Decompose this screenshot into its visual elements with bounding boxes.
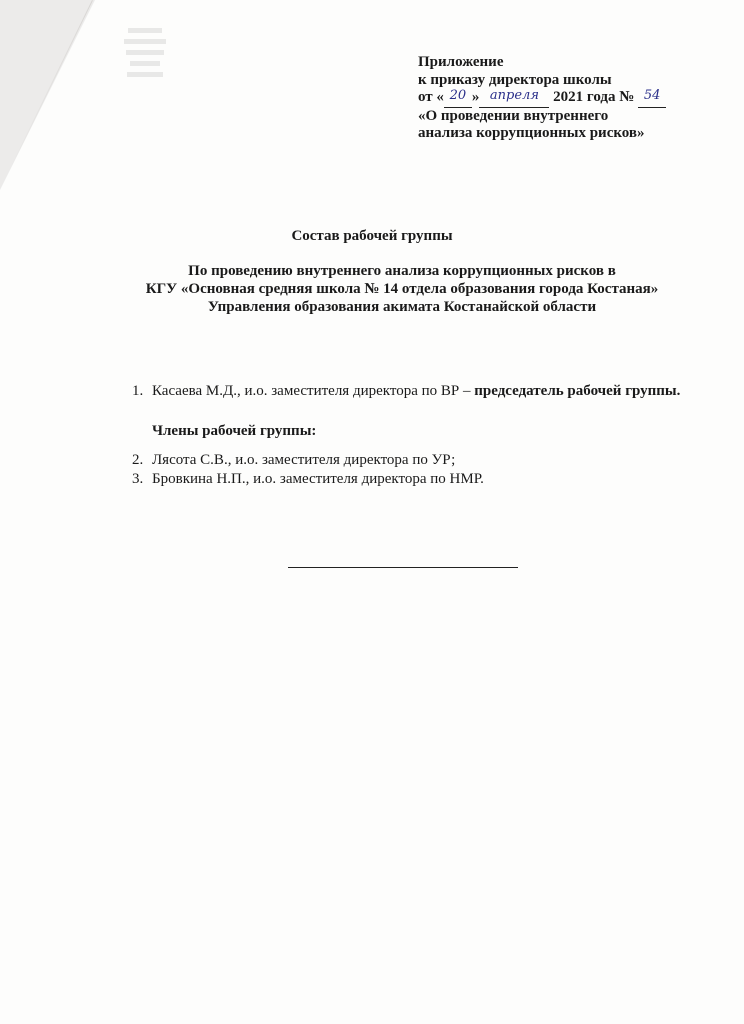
working-group-list [132, 382, 702, 489]
appendix-date-prefix: от « [418, 89, 444, 105]
list-item-text: Бровкина Н.П., и.о. заместителя директора по НМР. [152, 471, 484, 487]
chair-role: председатель рабочей группы. [474, 383, 681, 399]
appendix-line-5: анализа коррупционных рисков» [418, 125, 645, 141]
subtitle-line-2: КГУ «Основная средняя школа № 14 отдела образования города Костаная» [145, 281, 659, 297]
appendix-year: 2021 года [553, 89, 616, 105]
appendix-line-2: к приказу директора школы [418, 71, 612, 88]
list-item-number: 3. [132, 471, 144, 487]
list-item-number: 2. [132, 452, 144, 468]
members-heading: Члены рабочей группы: [152, 423, 317, 439]
appendix-number-field [638, 89, 666, 108]
list-item-chair [132, 382, 702, 401]
document-title: Состав рабочей группы [291, 228, 453, 244]
list-item-number: 1. [132, 383, 144, 399]
appendix-line-3 [418, 89, 718, 108]
appendix-day-field [444, 89, 472, 108]
appendix-month-field [479, 89, 549, 108]
closing-divider [288, 567, 518, 568]
appendix-line-4: «О проведении внутреннего [418, 107, 609, 124]
chair-name: Касаева М.Д., и.о. заместителя директора по ВР – [152, 383, 475, 399]
appendix-number-sign: № [619, 89, 635, 105]
appendix-line-1: Приложение [418, 54, 504, 70]
subtitle-line-3: Управления образования акимата Костанайской области [207, 299, 597, 315]
list-item [132, 470, 702, 489]
show-through-stamp [115, 22, 175, 102]
handwritten-day: 20 [449, 88, 467, 103]
list-item-text [152, 382, 702, 401]
handwritten-month: апреля [489, 88, 539, 103]
handwritten-number: 54 [643, 88, 661, 103]
subtitle-line-1: По проведению внутреннего анализа коррупционных рисков в [188, 263, 616, 279]
list-item-text: Лясота С.В., и.о. заместителя директора по УР; [152, 452, 456, 468]
appendix-date-quote: » [471, 89, 480, 105]
list-item [132, 451, 702, 470]
document-subtitle [60, 262, 744, 316]
appendix-block [418, 54, 718, 143]
